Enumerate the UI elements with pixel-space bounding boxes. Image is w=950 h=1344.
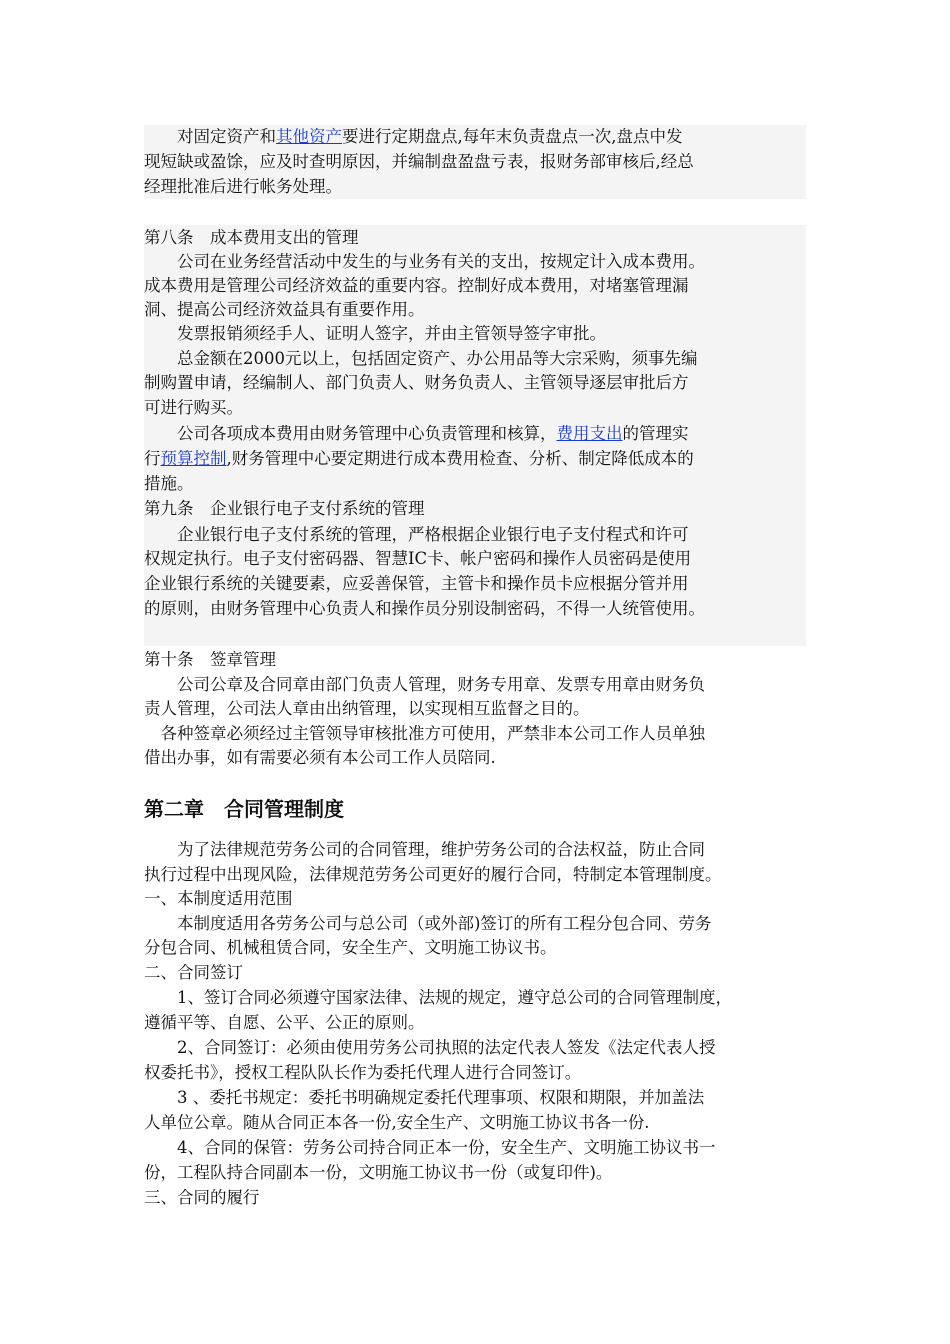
text-line — [144, 347, 698, 371]
text-span: 人单位公章。随从合同正本各一份,安全生产、文明施工协议书各一份. — [144, 1113, 650, 1132]
text-span: 责人管理，公司法人章由出纳管理，以实现相互监督之目的。 — [144, 699, 590, 718]
text-span: 措施。 — [144, 474, 194, 493]
text-line — [144, 447, 694, 471]
text-line — [144, 371, 689, 395]
text-span: 权规定执行。电子支付密码器、智慧IC卡、帐户密码和操作人员密码是使用 — [144, 549, 692, 568]
text-span: 执行过程中出现风险，法律规范劳务公司更好的履行合同，特制定本管理制度。 — [144, 865, 722, 884]
text-span: 1、签订合同必须遵守国家法律、法规的规定，遵守总公司的合同管理制度， — [144, 988, 732, 1007]
text-line — [144, 523, 689, 547]
inline-link[interactable]: 其他资产 — [276, 127, 342, 146]
text-span: 4、合同的保管：劳务公司持合同正本一份，安全生产、文明施工协议书一 — [144, 1138, 716, 1157]
text-line — [144, 1136, 716, 1160]
text-span: 行 — [144, 449, 161, 468]
text-span: 公司公章及合同章由部门负责人管理，财务专用章、发票专用章由财务负 — [144, 675, 705, 694]
text-span: 要进行定期盘点,每年末负责盘点一次,盘点中发 — [342, 127, 683, 146]
text-span: 洞、提高公司经济效益具有重要作用。 — [144, 300, 425, 319]
text-span: 3 、委托书规定：委托书明确规定委托代理事项、权限和期限，并加盖法 — [144, 1088, 705, 1107]
text-span: 本制度适用各劳务公司与总公司（或外部)签订的所有工程分包合同、劳务 — [144, 914, 712, 933]
text-span: 成本费用是管理公司经济效益的重要内容。控制好成本费用，对堵塞管理漏 — [144, 276, 689, 295]
text-line — [144, 472, 194, 496]
text-line — [144, 746, 496, 770]
text-span: 可进行购买。 — [144, 398, 243, 417]
inline-link[interactable]: 预算控制 — [160, 449, 227, 468]
text-line — [144, 422, 689, 446]
text-line — [144, 722, 705, 746]
text-line — [144, 274, 689, 298]
text-line — [144, 175, 342, 199]
text-span: 现短缺或盈馀，应及时查明原因，并编制盘盈盘亏表，报财务部审核后,经总 — [144, 152, 694, 171]
inline-link[interactable]: 费用支出 — [556, 424, 623, 443]
text-span: 遵循平等、自愿、公平、公正的原则。 — [144, 1013, 425, 1032]
text-line — [144, 125, 683, 149]
text-line — [144, 396, 243, 420]
text-span: 的原则，由财务管理中心负责人和操作员分别设制密码，不得一人统管使用。 — [144, 599, 705, 618]
text-span: 分包合同、机械租赁合同，安全生产、文明施工协议书。 — [144, 938, 557, 957]
text-span: 三、合同的履行 — [144, 1188, 260, 1207]
text-span: 各种签章必须经过主管领导审核批准方可使用，严禁非本公司工作人员单独 — [144, 724, 705, 743]
text-line — [144, 936, 557, 960]
text-span: ,财务管理中心要定期进行成本费用检查、分析、制定降低成本的 — [226, 449, 694, 468]
text-span: 二、合同签订 — [144, 963, 243, 982]
text-span: 制购置申请，经编制人、部门负责人、财务负责人、主管领导逐层审批后方 — [144, 373, 689, 392]
text-line — [144, 961, 243, 985]
text-span: 企业银行系统的关键要素，应妥善保管，主管卡和操作员卡应根据分管并用 — [144, 574, 689, 593]
text-line — [144, 863, 722, 887]
text-line — [144, 322, 606, 346]
text-line — [144, 226, 359, 250]
text-span: 第十条 签章管理 — [144, 650, 276, 669]
text-line — [144, 1086, 704, 1110]
text-span: 总金额在2000元以上，包括固定资产、办公用品等大宗采购，须事先编 — [144, 349, 698, 368]
text-line — [144, 497, 425, 521]
text-span: 借出办事，如有需要必须有本公司工作人员陪同. — [144, 748, 496, 767]
text-span: 发票报销须经手人、证明人签字，并由主管领导签字审批。 — [144, 324, 606, 343]
text-line — [144, 648, 276, 672]
text-span: 第九条 企业银行电子支付系统的管理 — [144, 499, 425, 518]
text-span: 对固定资产和 — [144, 127, 276, 146]
text-line — [144, 673, 705, 697]
text-line — [144, 1186, 260, 1210]
chapter-heading: 第二章 合同管理制度 — [144, 797, 344, 821]
text-line — [144, 150, 694, 174]
text-line — [144, 838, 705, 862]
text-span: 第八条 成本费用支出的管理 — [144, 228, 359, 247]
text-span: 一、本制度适用范围 — [144, 889, 293, 908]
text-line — [144, 1161, 612, 1185]
text-span: 2、合同签订：必须由使用劳务公司执照的法定代表人签发《法定代表人授 — [144, 1038, 716, 1057]
text-span: 的管理实 — [622, 424, 689, 443]
text-line — [144, 1011, 425, 1035]
text-line — [144, 986, 732, 1010]
text-line — [144, 572, 689, 596]
text-line — [144, 547, 691, 571]
text-line — [144, 250, 705, 274]
text-span: 为了法律规范劳务公司的合同管理，维护劳务公司的合法权益，防止合同 — [144, 840, 705, 859]
text-line — [144, 912, 711, 936]
text-line — [144, 1061, 581, 1085]
text-span: 权委托书》，授权工程队队长作为委托代理人进行合同签订。 — [144, 1063, 582, 1082]
text-line — [144, 1111, 650, 1135]
text-line — [144, 298, 425, 322]
text-line — [144, 597, 705, 621]
text-line — [144, 1036, 716, 1060]
text-span: 公司在业务经营活动中发生的与业务有关的支出，按规定计入成本费用。 — [144, 252, 705, 271]
text-line — [144, 697, 590, 721]
text-span: 公司各项成本费用由财务管理中心负责管理和核算， — [144, 424, 557, 443]
text-line — [144, 887, 293, 911]
text-span: 企业银行电子支付系统的管理，严格根据企业银行电子支付程式和许可 — [144, 525, 689, 544]
text-span: 份，工程队持合同副本一份，文明施工协议书一份（或复印件)。 — [144, 1163, 613, 1182]
text-span: 经理批准后进行帐务处理。 — [144, 177, 342, 196]
